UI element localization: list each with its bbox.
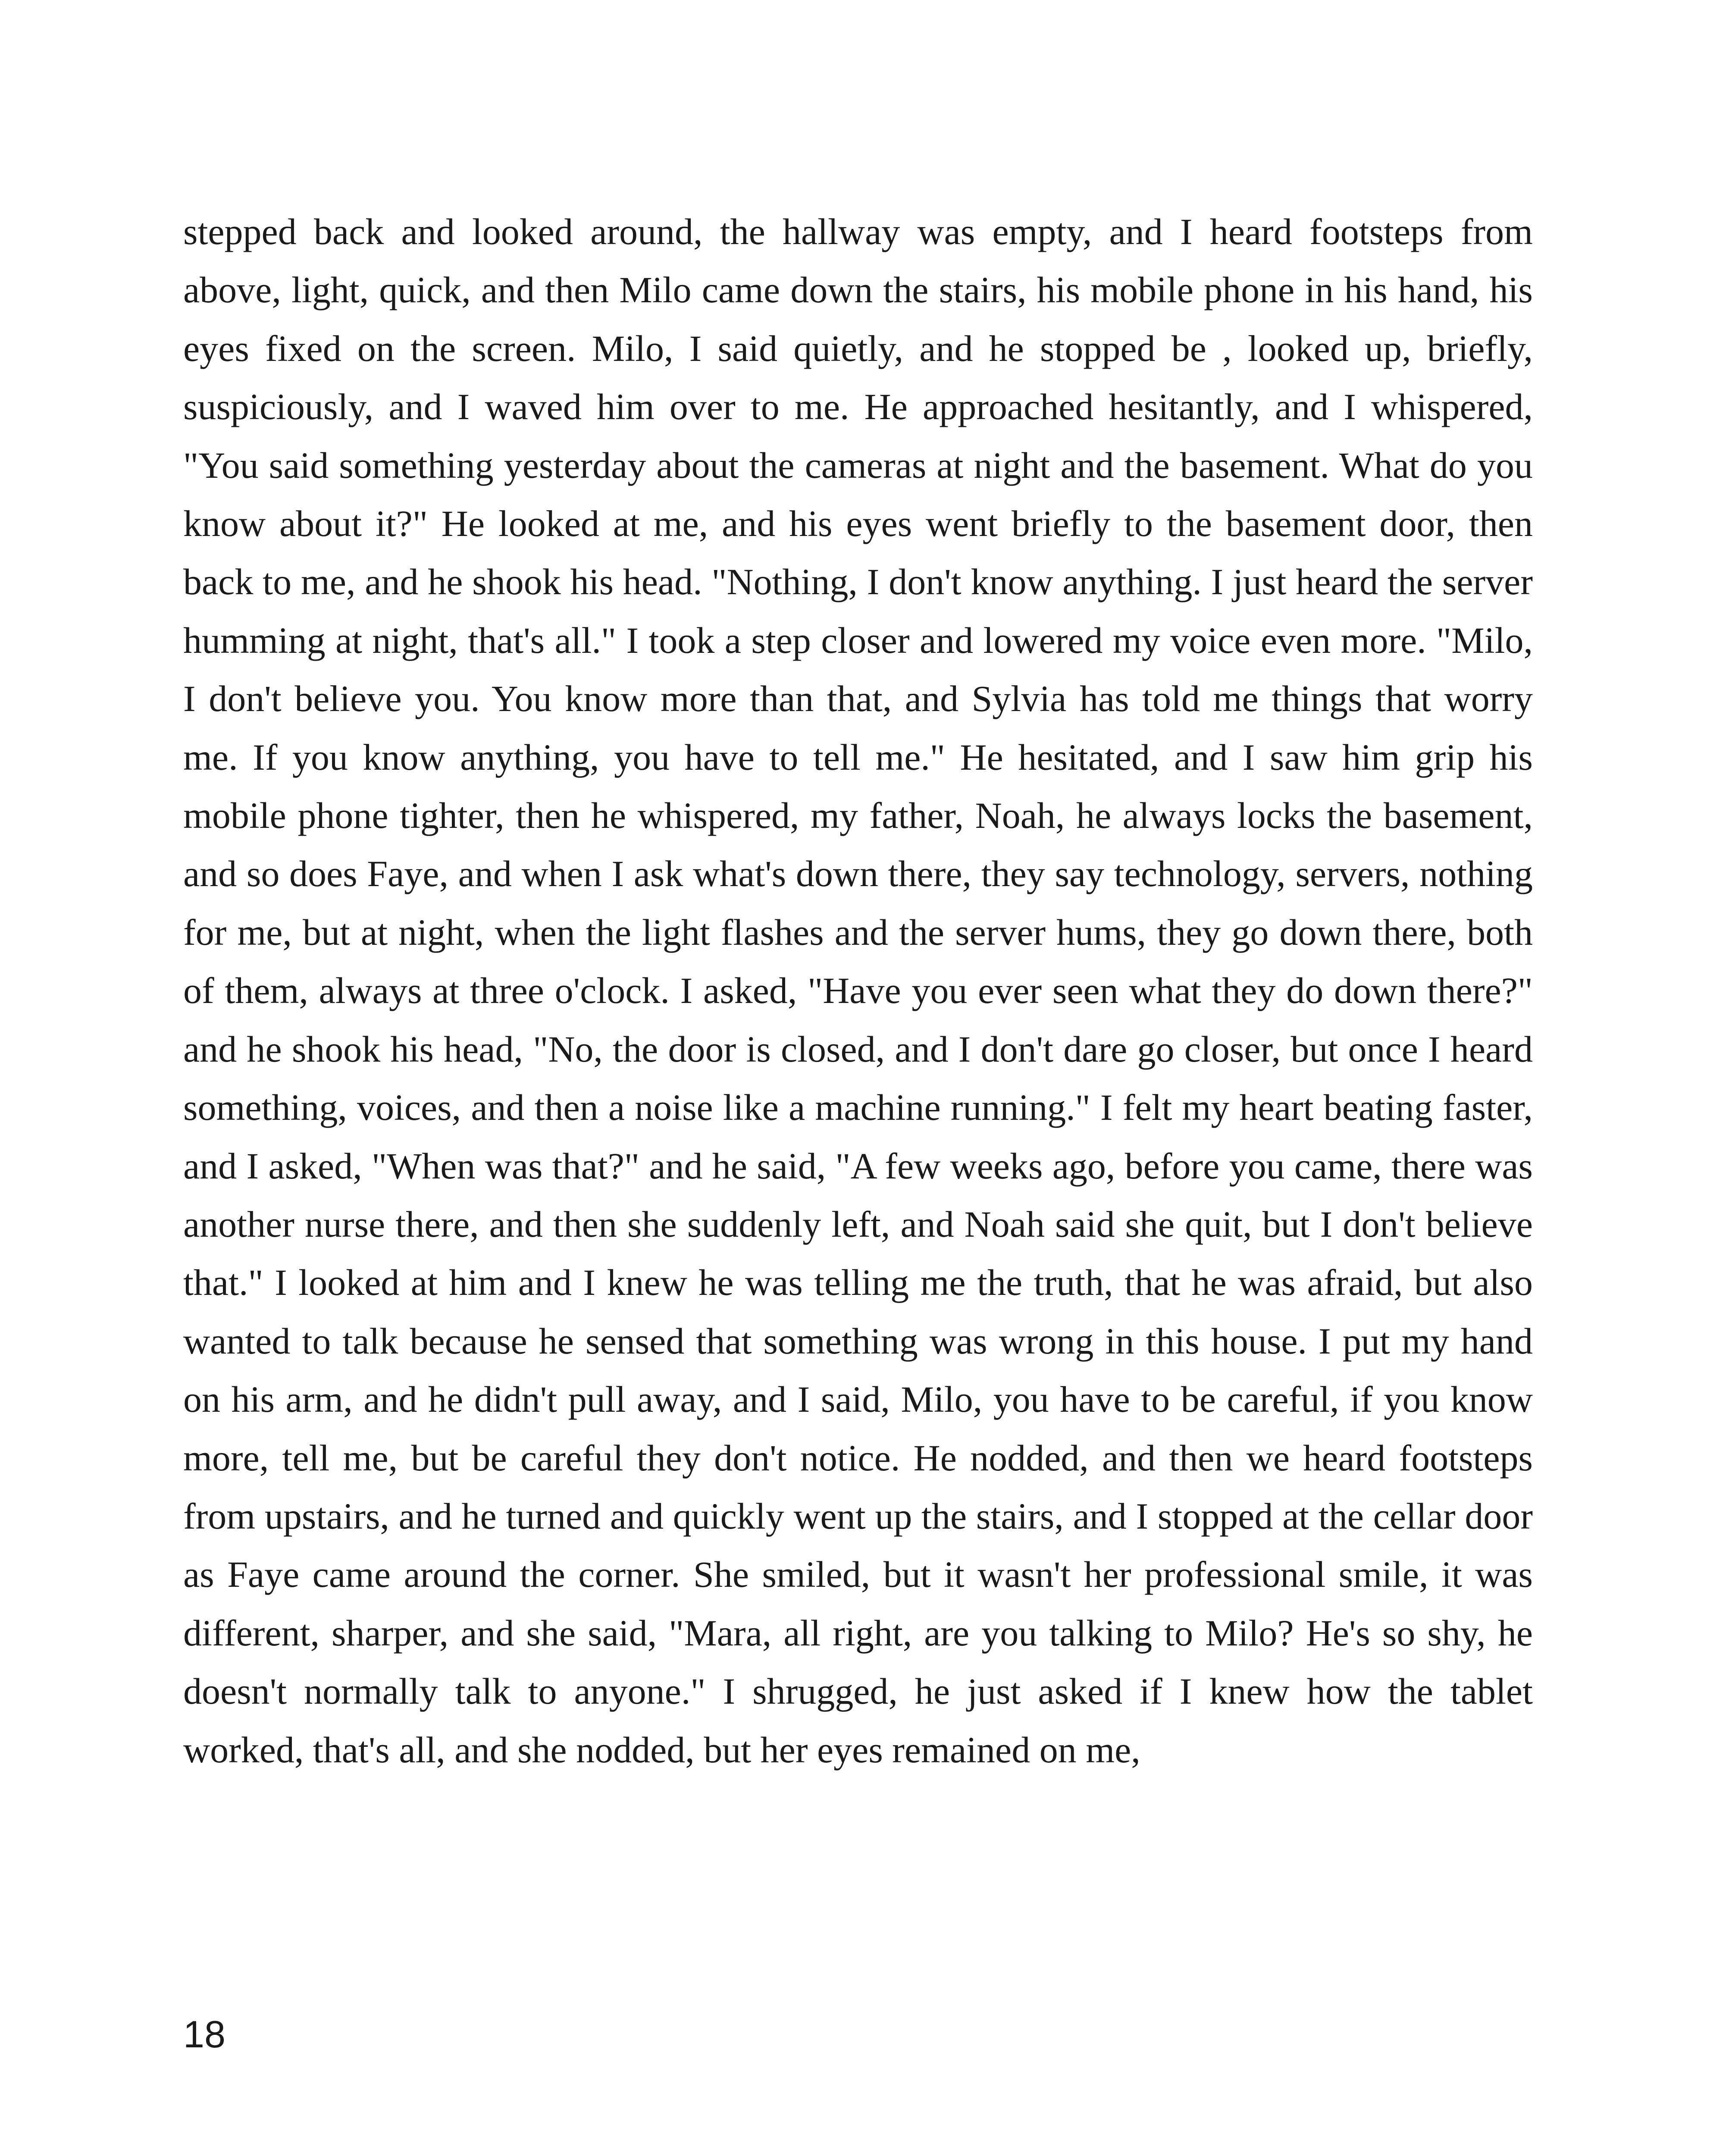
body-paragraph: stepped back and looked around, the hallway was empty, and I heard footsteps from above, light, quick, and then Milo came down the stairs, his mobile phone in his hand, his eyes fixed on the screen. Milo, I said quietly, and he stopped be , looked up, briefly, suspiciously, and I waved him over to me. He approached hesitantly, and I whispered, "You said something yesterday about the cameras at night and the basement. What do you know about it?" He looked at me, and his eyes went briefly to the basement door, then back to me, and he shook his head. "Nothing, I don't know anything. I just heard the server humming at night, that's all." I took a step closer and lowered my voice even more. "Milo, I don't believe you. You know more than that, and Sylvia has told me things that worry me. If you know anything, you have to tell me." He hesitated, and I saw him grip his mobile phone tighter, then he whispered, my father, Noah, he always locks the basement, and so does Faye, and when I ask what's down there, they say technology, servers, nothing for me, but at night, when the light flashes and the server hums, they go down there, both of them, always at three o'clock. I asked, "Have you ever seen what they do down there?" and he shook his head, "No, the door is closed, and I don't dare go closer, but once I heard something, voices, and then a noise like a machine running." I felt my heart beating faster, and I asked, "When was that?" and he said, "A few weeks ago, before you came, there was another nurse there, and then she suddenly left, and Noah said she quit, but I don't believe that." I looked at him and I knew he was telling me the truth, that he was afraid, but also wanted to talk because he sensed that something was wrong in this house. I put my hand on his arm, and he didn't pull away, and I said, Milo, you have to be careful, if you know more, tell me, but be careful they don't notice. He nodded, and then we heard footsteps from upstairs, and he turned and quickly went up the stairs, and I stopped at the cellar door as Faye came around the corner. She smiled, but it wasn't her professional smile, it was different, sharper, and she said, "Mara, all right, are you talking to Milo? He's so shy, he doesn't normally talk to anyone." I shrugged, he just asked if I knew how the tablet worked, that's all, and she nodded, but her eyes remained on me,: [183, 211, 1533, 1771]
page-number: 18: [183, 2013, 226, 2056]
